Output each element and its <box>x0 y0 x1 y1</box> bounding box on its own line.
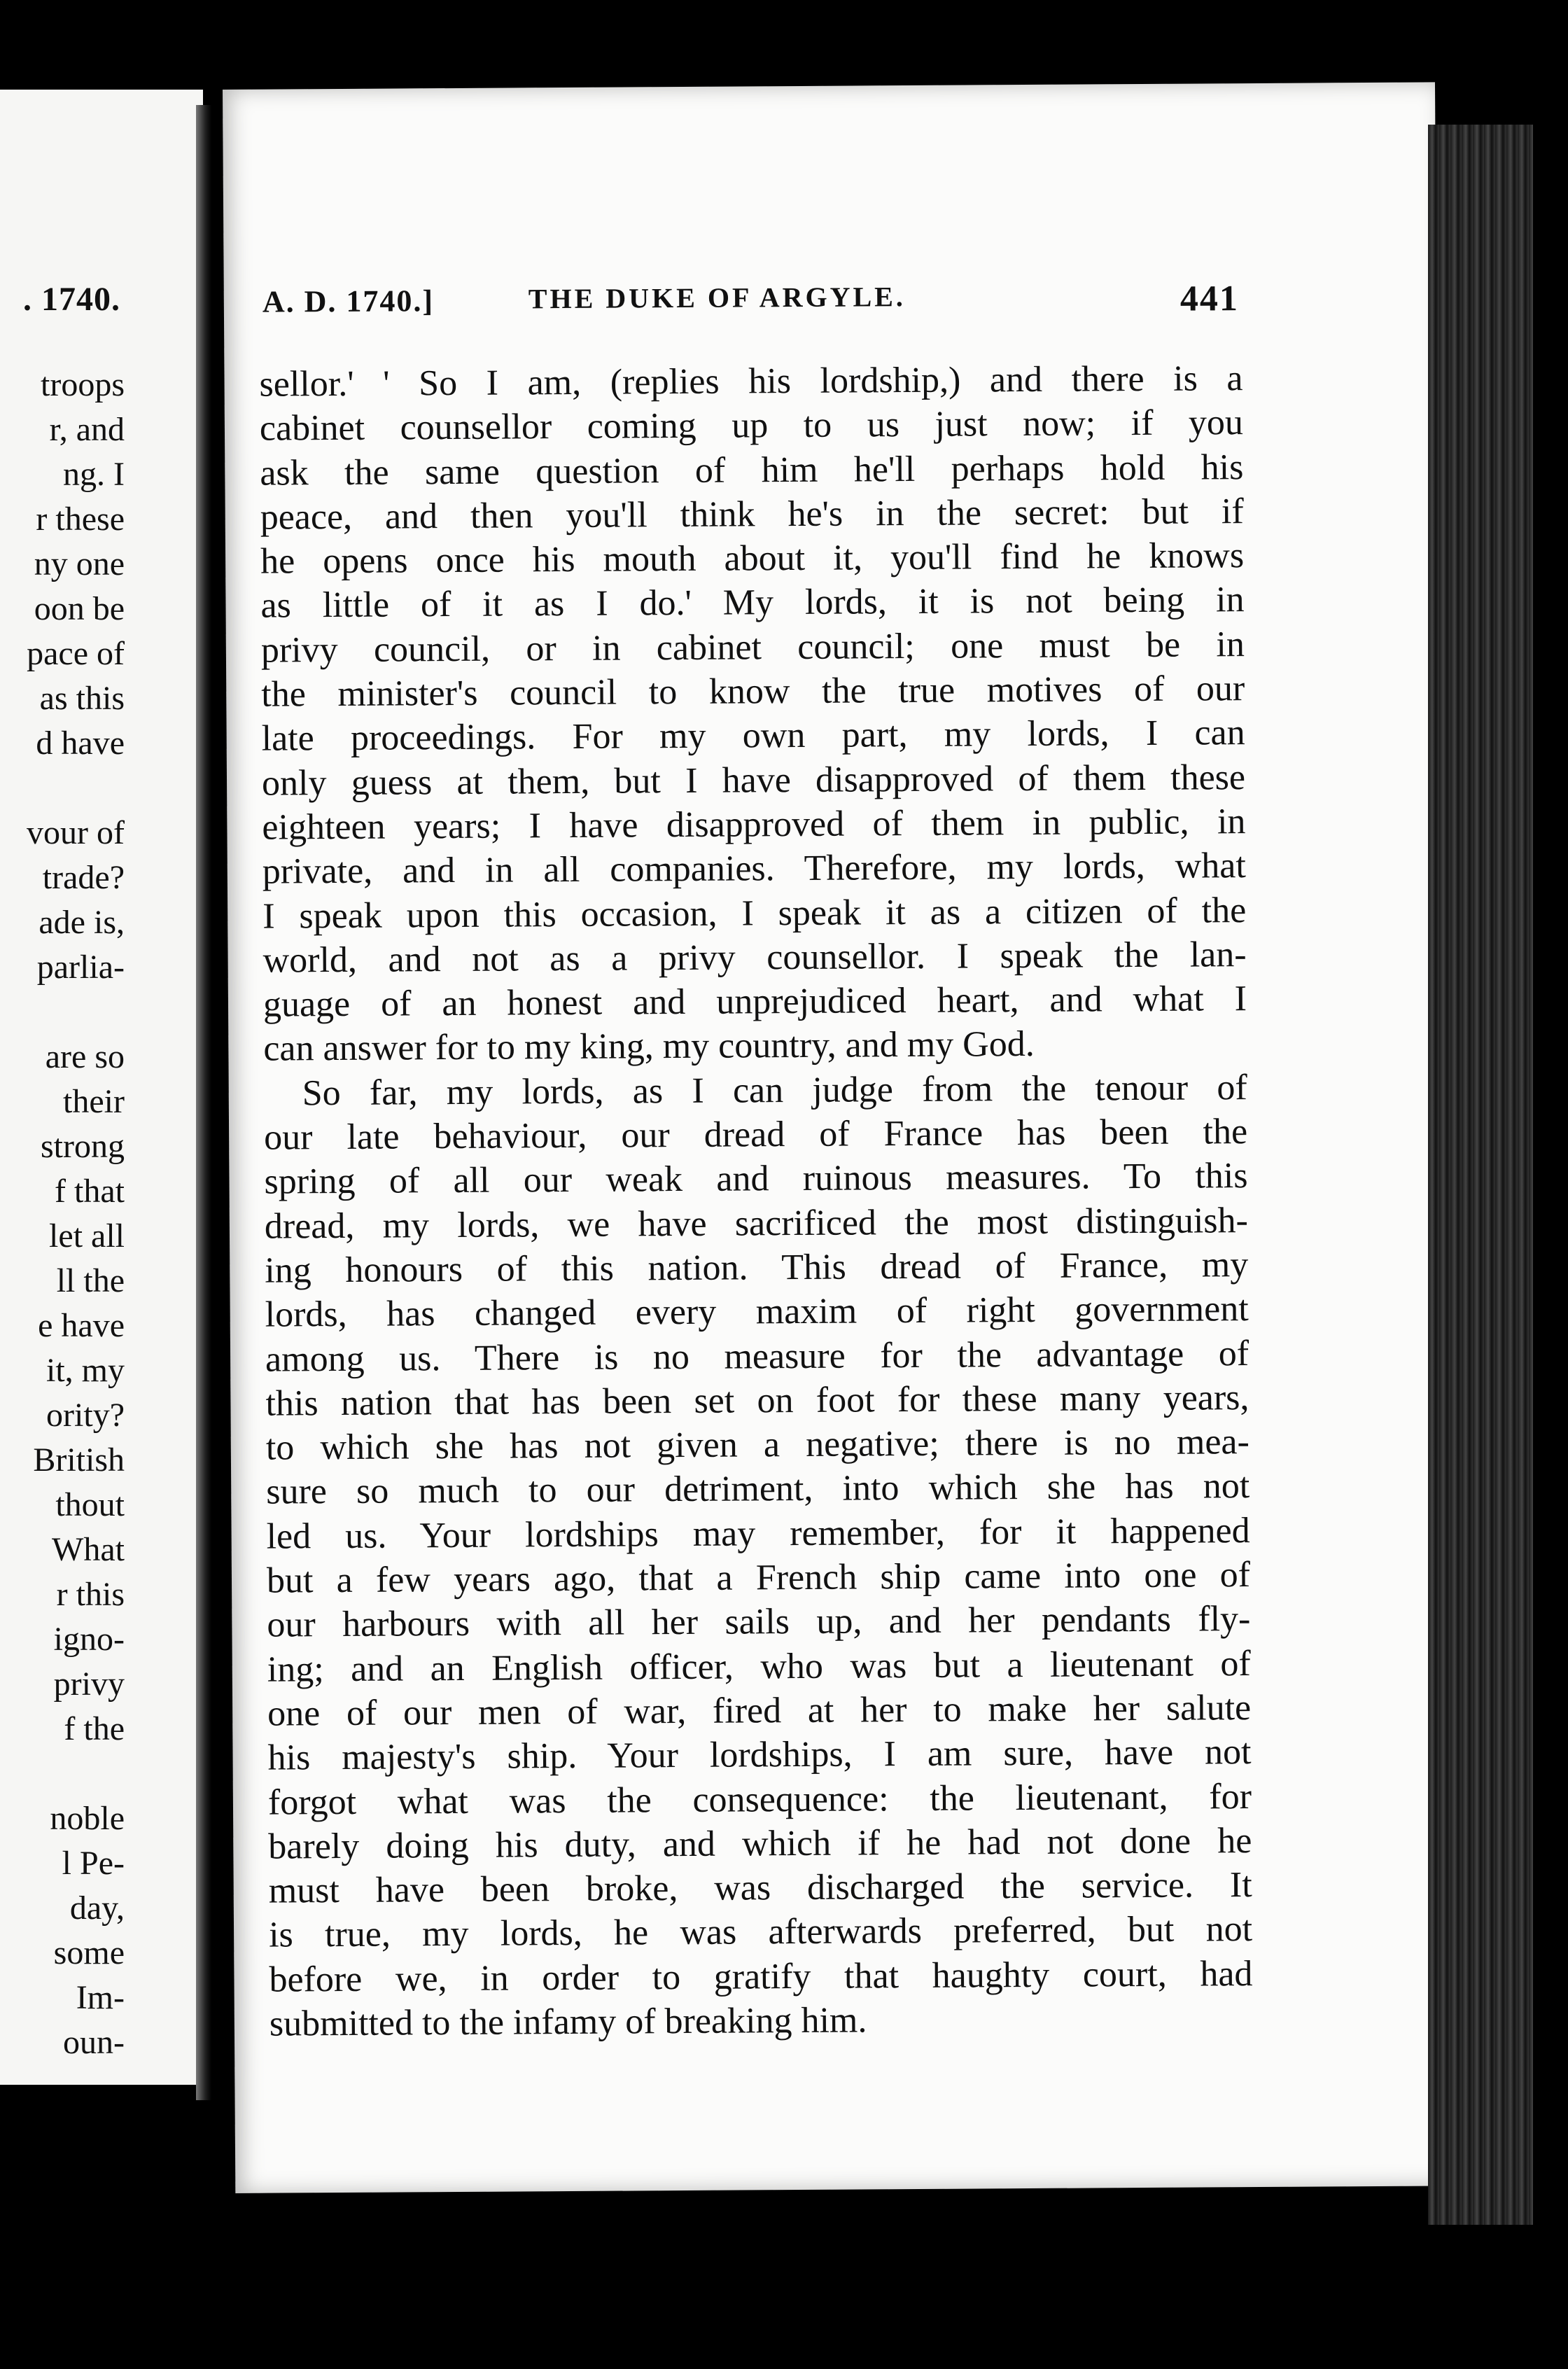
left-text-line: thout <box>55 1486 125 1523</box>
text-line: our late behaviour, our dread of France has been the <box>263 1112 1248 1158</box>
text-line: So far, my lords, as I can judge from the tenour of <box>302 1067 1247 1114</box>
left-text-line: What <box>52 1531 125 1568</box>
text-line: ing; and an English officer, who was but a lieutenant of <box>267 1643 1251 1690</box>
left-text-line: e have <box>38 1307 125 1344</box>
left-text-line: ny one <box>34 545 125 582</box>
running-head-title: THE DUKE OF ARGYLE. <box>528 281 906 315</box>
text-line: only guess at them, but I have disapproved of them these <box>261 757 1246 804</box>
book-page-edges <box>1428 125 1544 2225</box>
left-text-line: British <box>33 1441 125 1479</box>
text-line: world, and not as a privy counsellor. I speak the lan- <box>262 934 1247 981</box>
text-line: privy council, or in cabinet council; one must be in <box>260 624 1245 671</box>
text-line: sellor.' ' So I am, (replies his lordship,) and there is a <box>259 358 1243 405</box>
text-line: must have been broke, was discharged the service. It <box>268 1865 1252 1911</box>
left-text-line: ority? <box>46 1397 125 1434</box>
text-line: our harbours with all her sails up, and her pendants fly- <box>267 1599 1251 1645</box>
page-text-block <box>259 356 1253 2046</box>
text-line: ask the same question of him he'll perhaps hold his <box>260 447 1244 494</box>
text-line: is true, my lords, he was afterwards preferred, but not <box>268 1909 1253 1956</box>
left-page-text <box>0 363 125 2065</box>
text-line: sure so much to our detriment, into which she has not <box>266 1466 1250 1513</box>
left-text-line: r, and <box>49 411 125 448</box>
text-line: his majesty's ship. Your lordships, I am sure, have not <box>267 1732 1252 1778</box>
left-text-line: privy <box>53 1665 125 1703</box>
text-line: guage of an honest and unprejudiced heart, and what I <box>262 979 1247 1025</box>
text-line: I speak upon this occasion, I speak it as a citizen of the <box>262 890 1247 937</box>
left-text-line: d have <box>36 725 125 762</box>
book-page <box>223 82 1448 2193</box>
text-line: to which she has not given a negative; there is no mea- <box>265 1422 1250 1468</box>
left-text-line: are so <box>45 1038 125 1075</box>
text-line: ing honours of this nation. This dread of France, my <box>265 1245 1249 1291</box>
left-text-line: let all <box>49 1217 125 1255</box>
text-line: but a few years ago, that a French ship came into one of <box>266 1555 1251 1601</box>
running-head <box>262 278 1239 333</box>
text-line: eighteen years; I have disapproved of them in public, in <box>262 802 1246 848</box>
left-text-line: ade is, <box>38 904 125 941</box>
text-line: spring of all our weak and ruinous measures. To this <box>264 1156 1248 1203</box>
left-page-running-head: . 1740. <box>23 281 120 318</box>
left-text-line: oun- <box>63 2024 125 2061</box>
text-line: private, and in all companies. Therefore, my lords, what <box>262 846 1246 892</box>
text-line: forgot what was the consequence: the lieutenant, for <box>267 1776 1252 1823</box>
left-text-line: strong <box>41 1128 125 1165</box>
text-line: late proceedings. For my own part, my lords, I can <box>261 713 1245 760</box>
text-line: this nation that has been set on foot for these many years, <box>265 1377 1250 1424</box>
book-cover-edge <box>1533 125 1568 2225</box>
left-text-line: parlia- <box>36 949 125 986</box>
text-line: cabinet counsellor coming up to us just now; if you <box>259 403 1244 449</box>
left-text-line: ng. I <box>63 456 125 493</box>
text-line: led us. Your lordships may remember, for it happened <box>266 1510 1250 1557</box>
text-line: dread, my lords, we have sacrificed the most distinguish- <box>264 1200 1249 1247</box>
left-text-line: ll the <box>56 1262 125 1299</box>
left-text-line: r this <box>56 1576 125 1613</box>
book-gutter <box>196 105 211 2100</box>
left-text-line: troops <box>41 366 125 403</box>
left-text-line: trade? <box>42 859 125 896</box>
running-head-date: A. D. 1740.] <box>262 284 435 319</box>
left-text-line: pace of <box>27 635 125 672</box>
left-text-line: oon be <box>34 590 125 627</box>
text-line: barely doing his duty, and which if he had not done he <box>268 1820 1252 1867</box>
text-line: can answer for to my king, my country, and my God. <box>263 1024 1035 1070</box>
left-text-line: vour of <box>27 814 125 851</box>
left-text-line: noble <box>50 1800 125 1837</box>
text-line: the minister's council to know the true motives of our <box>261 669 1245 715</box>
left-text-line: some <box>53 1934 125 1971</box>
text-line: submitted to the infamy of breaking him. <box>269 2000 867 2044</box>
left-text-line: Im- <box>76 1979 125 2016</box>
text-line: he opens once his mouth about it, you'll find he knows <box>260 536 1245 582</box>
text-line: lords, has changed every maxim of right government <box>265 1289 1249 1335</box>
left-text-line: day, <box>69 1889 125 1927</box>
left-text-line: f the <box>64 1710 125 1747</box>
text-line: among us. There is no measure for the advantage of <box>265 1333 1250 1380</box>
left-text-line: it, my <box>46 1352 125 1389</box>
left-text-line <box>0 990 125 1035</box>
left-text-line: f that <box>55 1173 125 1210</box>
text-line: as little of it as I do.' My lords, it is not being in <box>260 580 1245 627</box>
left-text-line: igno- <box>53 1621 125 1658</box>
text-line: before we, in order to gratify that haughty court, had <box>269 1953 1253 2000</box>
text-line: one of our men of war, fired at her to make her salute <box>267 1687 1252 1734</box>
left-text-line: r these <box>36 501 125 538</box>
page-number: 441 <box>1180 279 1240 319</box>
left-text-line: l Pe- <box>62 1845 125 1882</box>
left-text-line: their <box>63 1083 125 1120</box>
left-text-line <box>0 1752 125 1796</box>
left-text-line: as this <box>39 680 125 717</box>
text-line: peace, and then you'll think he's in the secret: but if <box>260 491 1244 538</box>
left-text-line <box>0 766 125 811</box>
